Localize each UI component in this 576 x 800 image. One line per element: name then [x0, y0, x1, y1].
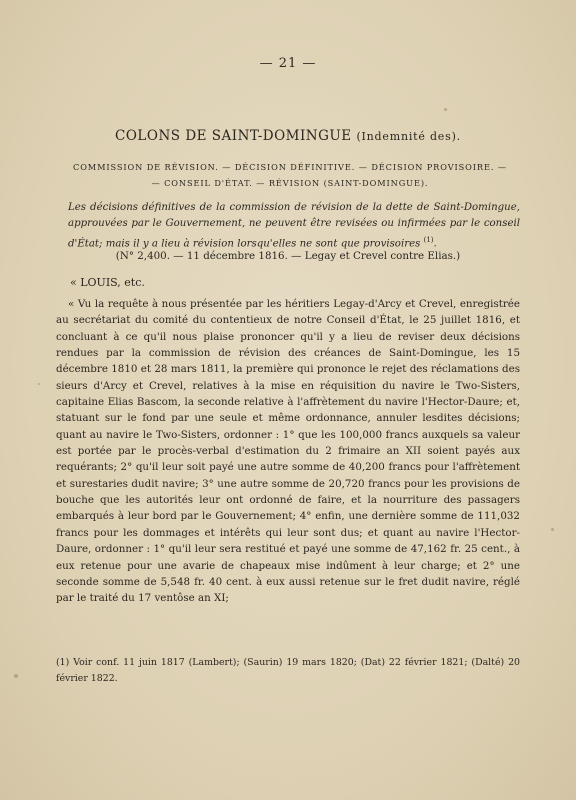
- salutation: « LOUIS, etc.: [70, 276, 145, 289]
- summary-footnote-marker: (1): [423, 236, 434, 244]
- section-title: [0, 128, 576, 144]
- footnote: (1) Voir conf. 11 juin 1817 (Lambert); (Saurin) 19 mars 1820; (Dat) 22 février 1821; (Dalté) 20 février 1822.: [56, 657, 520, 684]
- paper-speck: [14, 674, 18, 678]
- body-paragraph: « Vu la requête à nous présentée par les héritiers Legay-d'Arcy et Crevel, enregistrée au secrétariat du comité du contentieux de notre Conseil d'État, le 25 juillet 1816, et concluant à ce qu'il nous plaise prononcer qu'il y a lieu de reviser deux décisions rendues par la commission de révision des créances de Saint-Domingue, les 15 décembre 1810 et 28 mars 1811, la première qui prononce le rejet des réclamations des sieurs d'Arcy et Crevel, relatives à la mise en réquisition du navire le Two-Sisters, capitaine Elias Bascom, la seconde relative à l'affrètement du navire l'Hector-Daure; et, statuant sur le fond par une seule et même ordonnance, annuler lesdites décisions; quant au navire le Two-Sisters, ordonner : 1° que les 100,000 francs auxquels sa valeur est portée par le procès-verbal d'estimation du 2 frimaire an XII soient payés aux requérants; 2° qu'il leur soit payé une autre somme de 40,200 francs pour l'affrètement et surestaries dudit navire; 3° une autre somme de 20,720 francs pour les provisions de bouche que les autorités leur ont ordonné de faire, et la nourriture des passagers embarqués à leur bord par le Gouvernement; 4° enfin, une dernière somme de 111,032 francs pour les dommages et intérêts qui leur sont dus; et quant au navire l'Hector-Daure, ordonner : 1° qu'il leur sera restitué et payé une somme de 47,162 fr. 25 cent., à eux retenue pour une avarie de chapeaux mise indûment à leur charge; et 2° une seconde somme de 5,548 fr. 40 cent. à eux aussi retenue sur le fret dudit navire, réglé par le traité du 17 ventôse an XI;: [56, 298, 520, 605]
- page-number: — 21 —: [259, 56, 317, 71]
- summary-paragraph: Les décisions définitives de la commission de révision de la dette de Saint-Domingue, approuvées par le Gouvernement, ne peuvent être revisées ou infirmées par le conseil d'État; mais il y a lieu à révision lorsqu'elles ne sont que provisoires $^{(1)}$.: [68, 202, 520, 250]
- body-text: [56, 296, 520, 607]
- paper-speck: [38, 383, 40, 385]
- section-title-main: COLONS DE SAINT-DOMINGUE: [115, 128, 352, 144]
- subtitle-line-2: — CONSEIL D'ÉTAT. — RÉVISION (SAINT-DOMINGUE).: [151, 178, 429, 188]
- summary-text: Les décisions définitives de la commission de révision de la dette de Saint-Domingue, approuvées par le Gouvernement, ne peuvent être revisées ou infirmées par le conseil d'État; mais il y a lieu à révision lorsqu'elles ne sont que provisoires: [68, 202, 520, 250]
- subtitle-line-1: COMMISSION DE RÉVISION. — DÉCISION DÉFINITIVE. — DÉCISION PROVISOIRE. —: [73, 162, 507, 172]
- paper-speck: [551, 528, 554, 531]
- case-reference: (N° 2,400. — 11 décembre 1816. — Legay et Crevel contre Elias.): [115, 250, 461, 262]
- section-title-paren: (Indemnité des).: [356, 130, 461, 143]
- paper-speck: [444, 108, 447, 111]
